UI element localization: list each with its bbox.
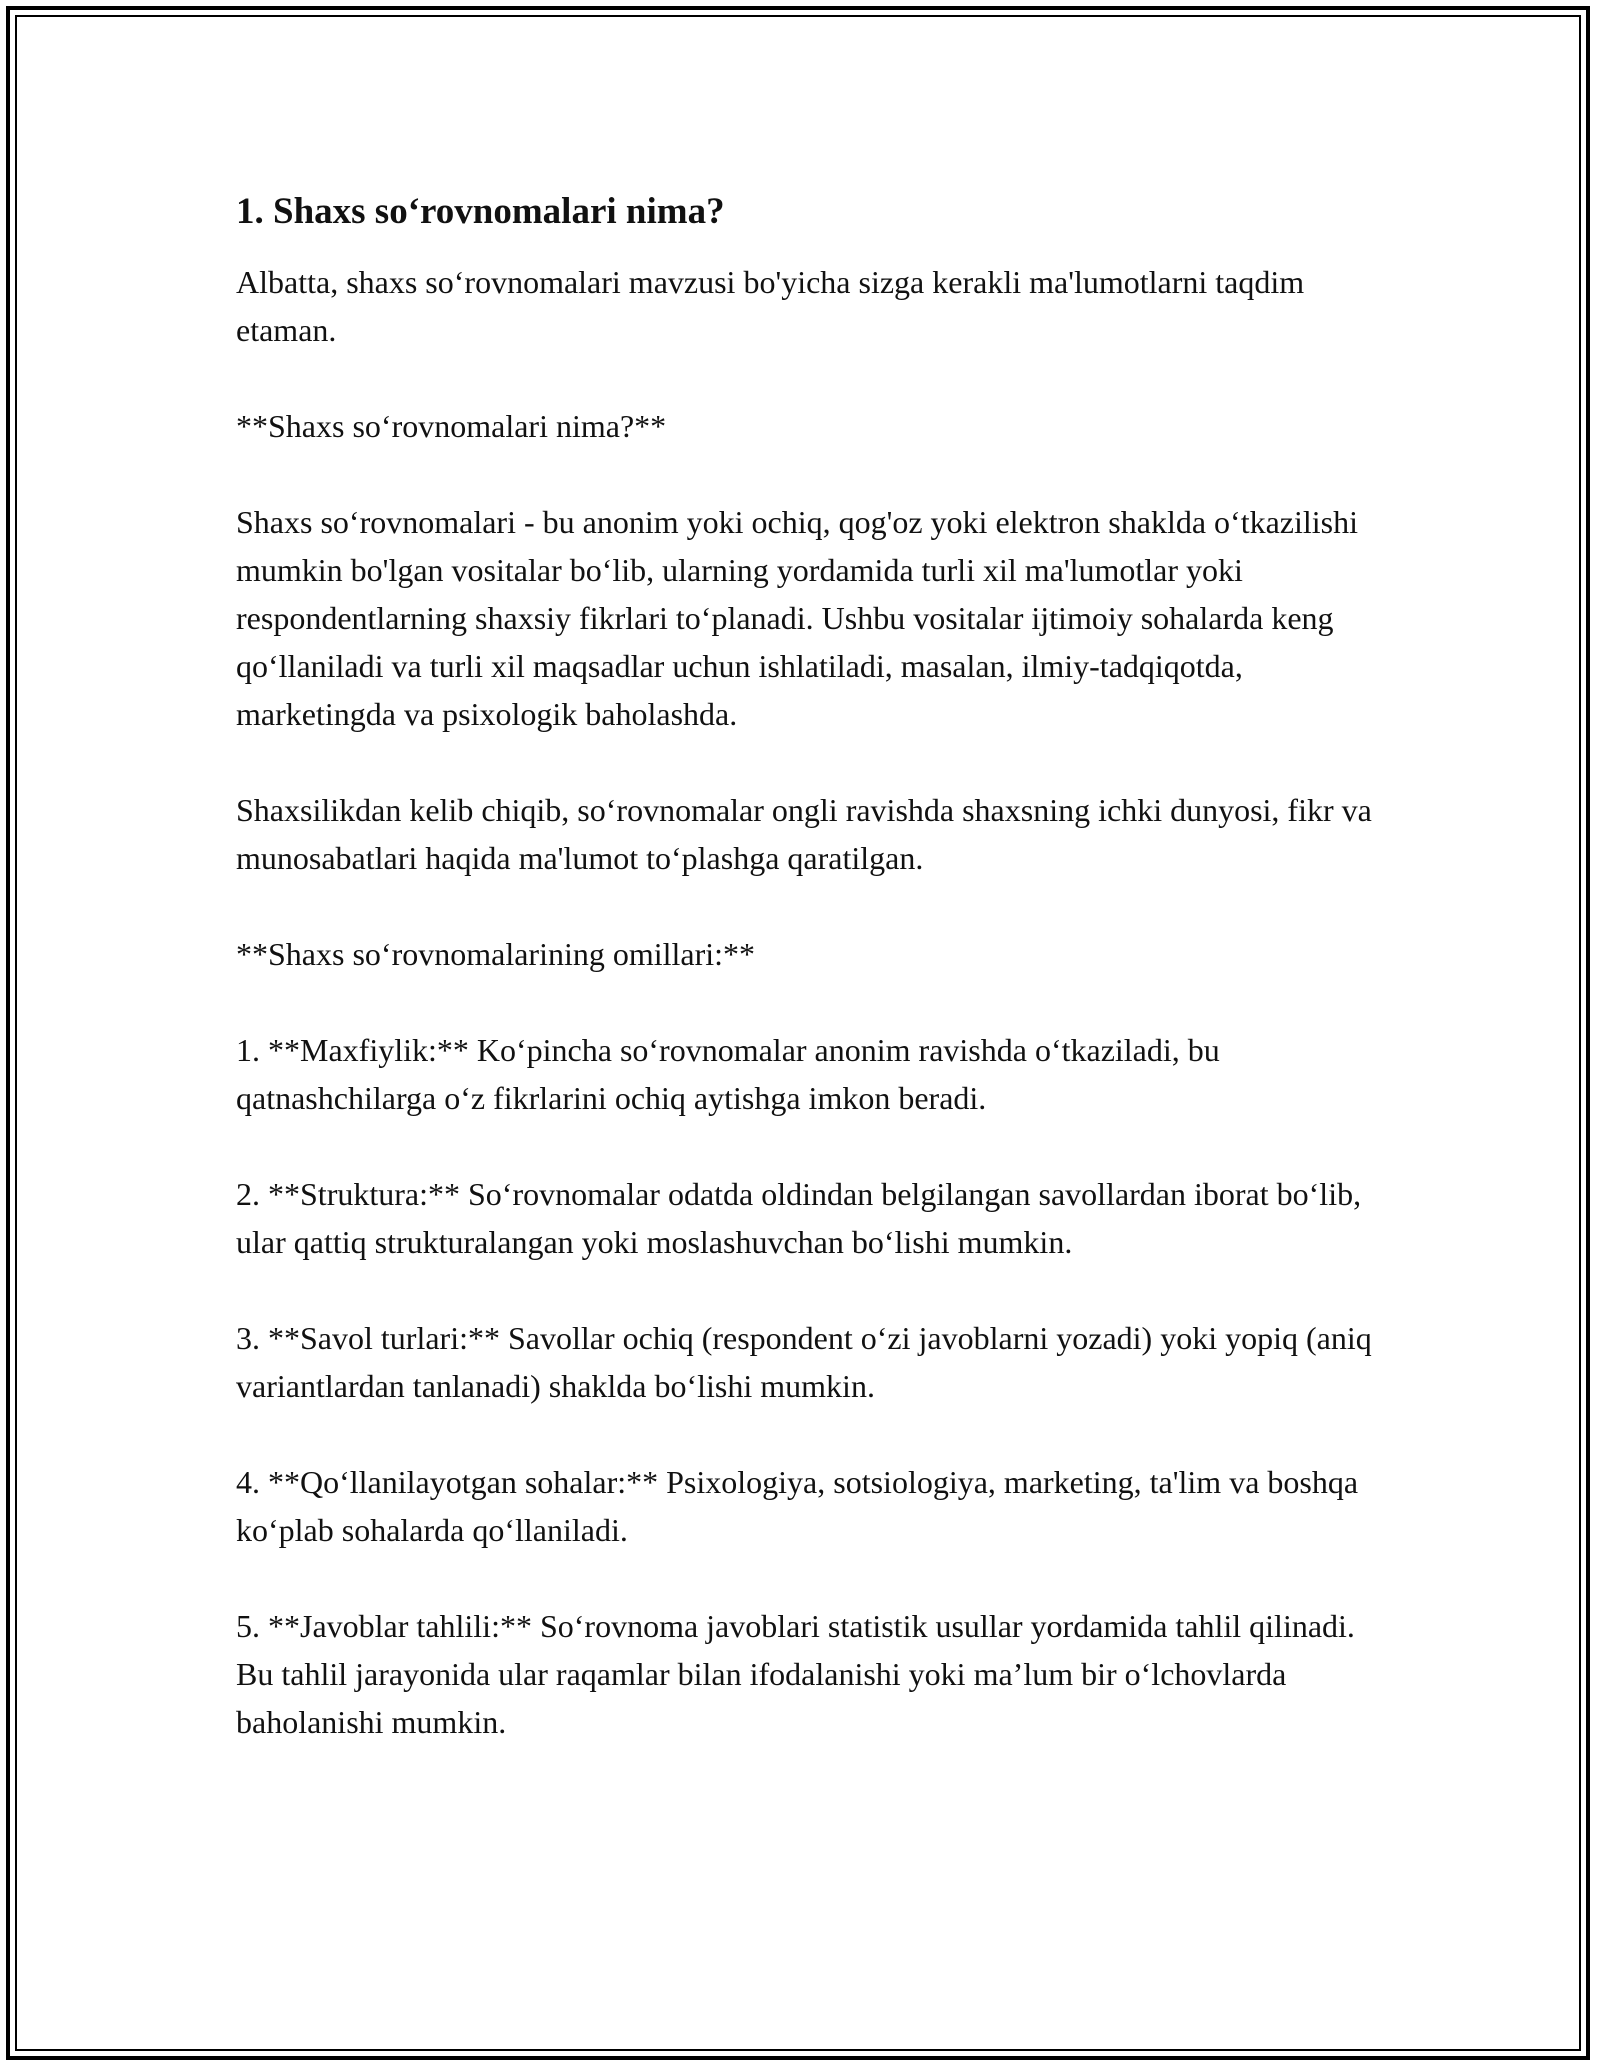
factor-item-fields: 4. **Qo‘llanilayotgan sohalar:** Psixologiya, sotsiologiya, marketing, ta'lim va boshqa ko‘plab sohalarda qo‘llaniladi.: [236, 1464, 1359, 1548]
section-heading-what-is: **Shaxs so‘rovnomalari nima?**: [236, 408, 667, 444]
factor-item-privacy: 1. **Maxfiylik:** Ko‘pincha so‘rovnomalar anonim ravishda o‘tkaziladi, bu qatnashchilarga o‘z fikrlarini ochiq aytishga imkon beradi.: [236, 1032, 1220, 1116]
factor-item-analysis: 5. **Javoblar tahlili:** So‘rovnoma javoblari statistik usullar yordamida tahlil qilinadi. Bu tahlil jarayonida ular raqamlar bilan ifodalanishi yoki ma’lum bir o‘lchovlarda baholanishi mumkin.: [236, 1608, 1355, 1740]
document-title: 1. Shaxs so‘rovnomalari nima?: [236, 191, 725, 232]
factor-item-structure: 2. **Struktura:** So‘rovnomalar odatda oldindan belgilangan savollardan iborat bo‘lib, ular qattiq strukturalangan yoki moslashuvchan bo‘lishi mumkin.: [236, 1176, 1362, 1260]
intro-paragraph: Albatta, shaxs so‘rovnomalari mavzusi bo'yicha sizga kerakli ma'lumotlarni taqdim etaman.: [236, 264, 1305, 348]
section-heading-factors: **Shaxs so‘rovnomalarining omillari:**: [236, 936, 756, 972]
factor-item-question-types: 3. **Savol turlari:** Savollar ochiq (respondent o‘zi javoblarni yozadi) yoki yopiq (aniq variantlardan tanlanadi) shaklda bo‘lishi mumkin.: [236, 1320, 1372, 1404]
document-body: [236, 188, 1376, 1794]
definition-paragraph: Shaxs so‘rovnomalari - bu anonim yoki ochiq, qog'oz yoki elektron shaklda o‘tkazilishi mumkin bo'lgan vositalar bo‘lib, ularning yordamida turli xil ma'lumotlar yoki respondentlarning shaxsiy fikrlari to‘planadi. Ushbu vositalar ijtimoiy sohalarda keng qo‘llaniladi va turli xil maqsadlar uchun ishlatiladi, masalan, ilmiy-tadqiqotda, marketingda va psixologik baholashda.: [236, 504, 1358, 732]
purpose-paragraph: Shaxsilikdan kelib chiqib, so‘rovnomalar ongli ravishda shaxsning ichki dunyosi, fikr va munosabatlari haqida ma'lumot to‘plashga qaratilgan.: [236, 792, 1372, 876]
